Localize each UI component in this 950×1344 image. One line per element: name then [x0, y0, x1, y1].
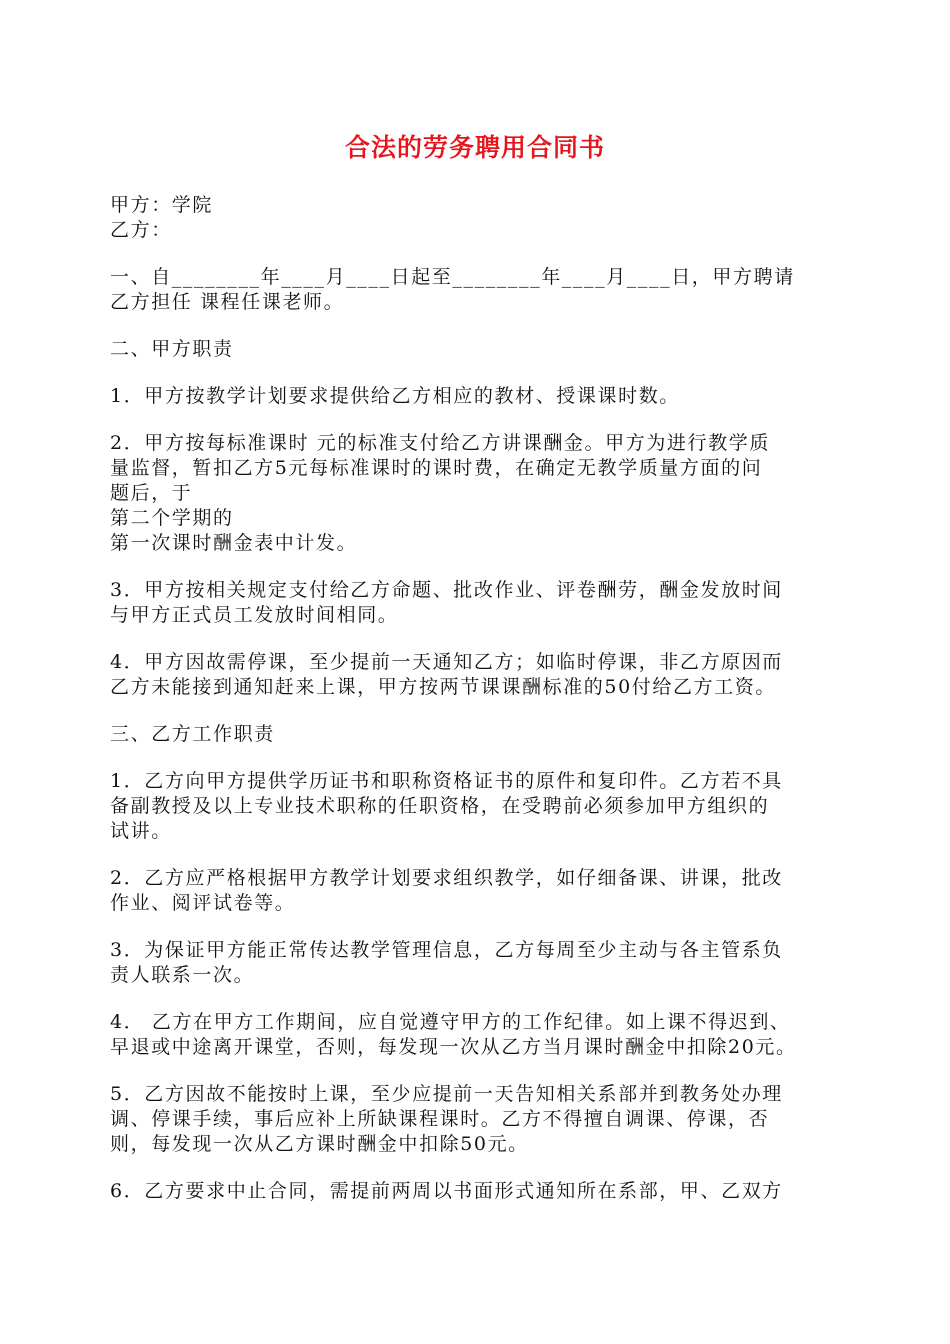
- paragraph-line: 3．为保证甲方能正常传达教学管理信息，乙方每周至少主动与各主管系负: [110, 939, 783, 961]
- paragraph-line: 1．甲方按教学计划要求提供给乙方相应的教材、授课课时数。: [110, 385, 680, 407]
- paragraph-line: 2．甲方按每标准课时 元的标准支付给乙方讲课酬金。甲方为进行教学质: [110, 432, 770, 454]
- paragraph-line: 备副教授及以上专业技术职称的任职资格，在受聘前必须参加甲方组织的: [110, 795, 770, 817]
- paragraph-line: 第二个学期的: [110, 507, 234, 529]
- paragraph-line: 责人联系一次。: [110, 964, 255, 986]
- paragraph-line: 试讲。: [110, 820, 172, 842]
- paragraph-line: 6．乙方要求中止合同，需提前两周以书面形式通知所在系部，甲、乙双方: [110, 1180, 783, 1202]
- paragraph-line: 5．乙方因故不能按时上课，至少应提前一天告知相关系部并到教务处办理: [110, 1083, 783, 1105]
- party-b-line: 乙方：: [110, 219, 172, 241]
- paragraph-line: 调、停课手续，事后应补上所缺课程课时。乙方不得擅自调课、停课，否: [110, 1108, 770, 1130]
- party-a-line: 甲方：学院: [110, 194, 214, 216]
- paragraph-line: 作业、阅评试卷等。: [110, 892, 296, 914]
- paragraph-line: 与甲方正式员工发放时间相同。: [110, 604, 399, 626]
- document-body: [110, 193, 845, 1204]
- paragraph-line: 第一次课时酬金表中计发。: [110, 532, 358, 554]
- paragraph-line: 早退或中途离开课堂，否则，每发现一次从乙方当月课时酬金中扣除20元。: [110, 1036, 797, 1058]
- paragraph-line: 则，每发现一次从乙方课时酬金中扣除50元。: [110, 1133, 529, 1155]
- clause-1-line: 乙方担任 课程任课老师。: [110, 291, 345, 313]
- paragraph-line: 4．甲方因故需停课，至少提前一天通知乙方；如临时停课，非乙方原因而: [110, 651, 783, 673]
- paragraph-line: 1．乙方向甲方提供学历证书和职称资格证书的原件和复印件。乙方若不具: [110, 770, 783, 792]
- paragraph-line: 乙方未能接到通知赶来上课，甲方按两节课课酬标准的50付给乙方工资。: [110, 676, 776, 698]
- paragraph-line: 2．乙方应严格根据甲方教学计划要求组织教学，如仔细备课、讲课，批改: [110, 867, 783, 889]
- paragraph-line: 3．甲方按相关规定支付给乙方命题、批改作业、评卷酬劳，酬金发放时间: [110, 579, 783, 601]
- section-heading: 二、甲方职责: [110, 338, 234, 360]
- paragraph-line: 4． 乙方在甲方工作期间，应自觉遵守甲方的工作纪律。如上课不得迟到、: [110, 1011, 791, 1033]
- paragraph-line: 题后，于: [110, 482, 193, 504]
- paragraph-line: 量监督，暂扣乙方5元每标准课时的课时费，在确定无教学质量方面的问: [110, 457, 763, 479]
- document-title: 合法的劳务聘用合同书: [344, 133, 605, 162]
- clause-1-line: 一、自________年____月____日起至________年____月____日，甲方聘请: [110, 266, 795, 288]
- section-heading: 三、乙方工作职责: [110, 723, 275, 745]
